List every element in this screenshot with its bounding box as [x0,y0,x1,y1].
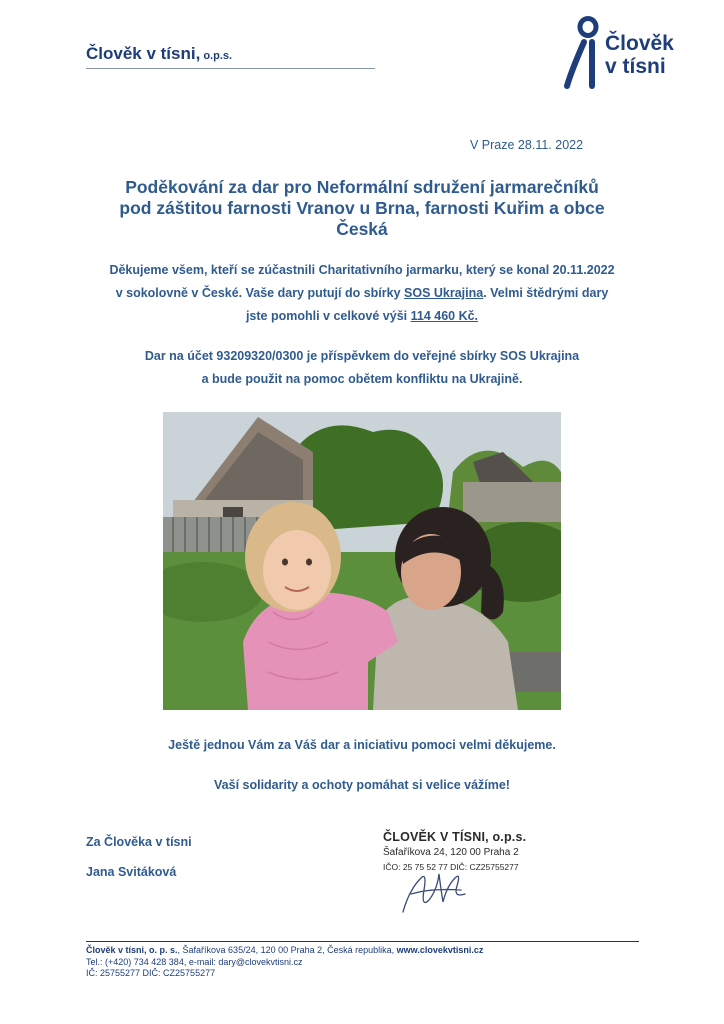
thanks-paragraph [60,259,664,328]
logo-line-2: v tísni [605,55,666,78]
account-paragraph [60,345,664,391]
footer-line-3: IČ: 25755277 DIČ: CZ25755277 [86,968,216,978]
signature-on-behalf: Za Člověka v tísni [86,835,192,849]
closing-thanks: Ještě jednou Vám za Váš dar a iniciativu pomoci velmi děkujeme. [168,738,556,752]
header-organization-name [86,44,232,64]
donation-amount: 114 460 Kč. [410,309,479,323]
para2-line-2: a bude použit na pomoc obětem konfliktu na Ukrajině. [201,372,523,386]
sos-ukrajina-link: SOS Ukrajina [404,286,484,300]
signatory-name: Jana Svitáková [86,865,177,879]
footer-line-1 [86,945,483,957]
title-line-1: Poděkování za dar pro Neformální sdružení jarmarečníků [125,177,599,197]
stamp-ids: IČO: 25 75 52 77 DIČ: CZ25755277 [383,862,519,872]
footer-address: , Šafaříkova 635/24, 120 00 Praha 2, Česká republika, [177,945,397,955]
para2-line-1: Dar na účet 93209320/0300 je příspěvkem do veřejné sbírky SOS Ukrajina [144,349,580,363]
logo-line-1: Člověk [605,32,674,55]
header-divider [86,68,375,69]
footer-contact [86,945,483,980]
stamp-address: Šafaříkova 24, 120 00 Praha 2 [383,847,519,858]
para1-line-1: Děkujeme všem, kteří se zúčastnili Charitativního jarmarku, který se konal 20.11.2022 [109,263,615,277]
handwritten-signature [391,850,481,920]
stamp-name: ČLOVĚK V TÍSNI, o.p.s. [383,830,527,844]
footer-line-2: Tel.: (+420) 734 428 384, e-mail: dary@clovekvtisni.cz [86,956,303,967]
title-line-2: pod záštitou farnosti Vranov u Brna, farnosti Kuřim a obce [119,198,605,218]
closing-solidarity: Vaší solidarity a ochoty pomáhat si velice vážíme! [214,778,510,792]
para1-line-2-end: . Velmi štědrými dary [483,286,609,300]
para1-line-2 [60,282,664,305]
logo-wordmark [605,32,674,78]
header-org-suffix: o.p.s. [203,50,233,62]
header-org-name-text: Člověk v tísni, [86,44,201,63]
person-icon [562,12,606,90]
para1-line-2-start: v sokolovně v České. Vaše dary putují do sbírky [115,286,405,300]
organization-stamp [383,830,543,920]
para1-line-3-start: jste pomohli v celkové výši [245,309,411,323]
organization-logo [562,12,712,90]
footer-website: www.clovekvtisni.cz [396,945,484,955]
para1-line-3 [60,305,664,328]
letter-title [60,177,664,240]
footer-org-name: Člověk v tísni, o. p. s. [86,945,178,955]
title-line-3: Česká [336,219,388,239]
mother-and-child-photo [163,412,561,710]
letter-date: V Praze 28.11. 2022 [470,138,584,152]
footer-divider [86,941,639,942]
